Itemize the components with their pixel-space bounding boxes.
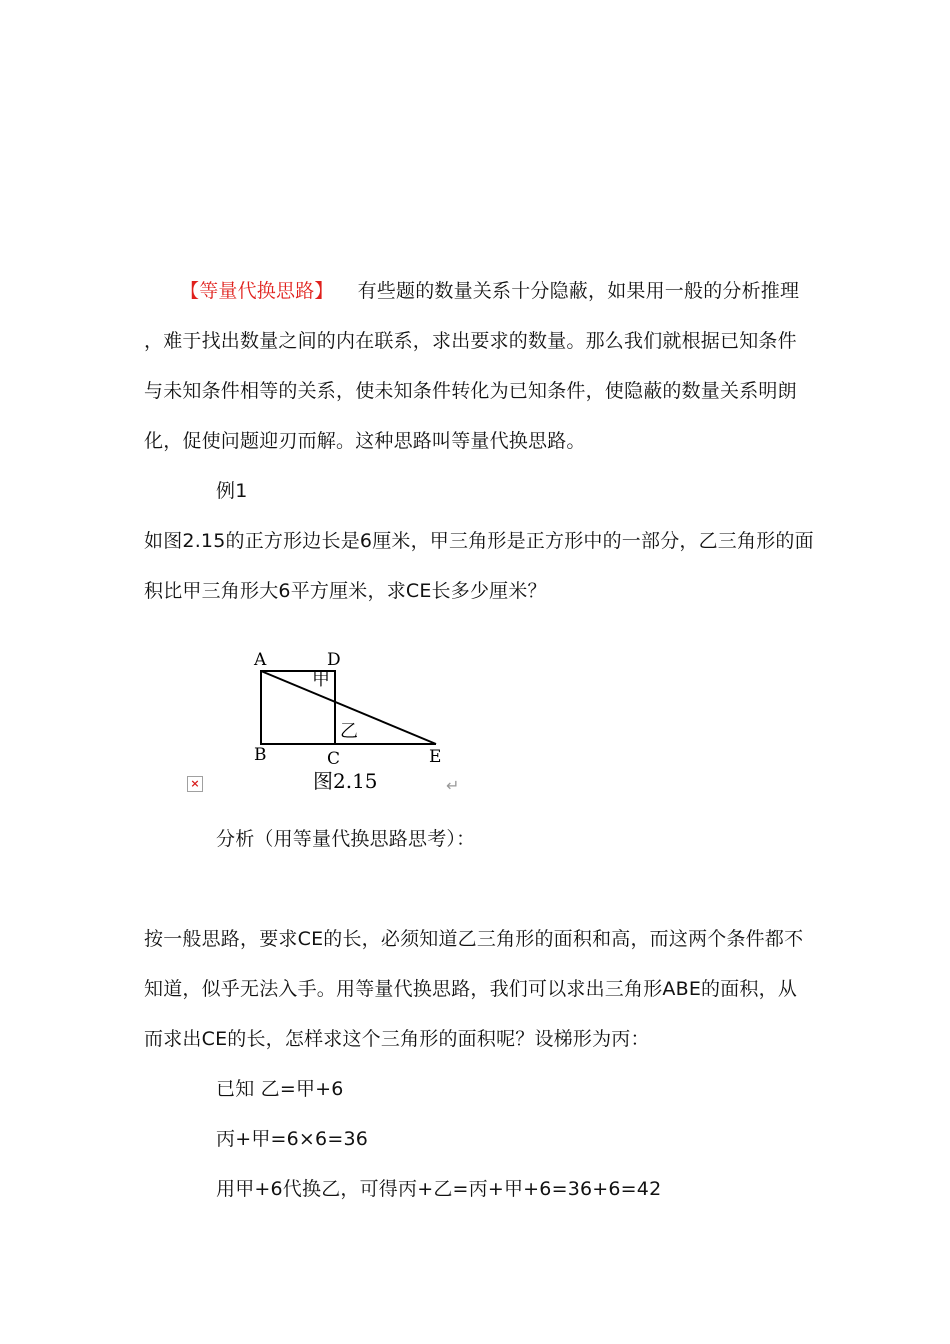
intro-text: 有些题的数量关系十分隐蔽，如果用一般的分析推理	[357, 280, 800, 302]
point-label-c: C	[327, 749, 341, 769]
equation-3: 用甲+6代换乙，可得丙+乙=丙+甲+6=36+6=42	[216, 1178, 662, 1200]
analysis-title: 分析（用等量代换思路思考）：	[216, 828, 476, 850]
example-label: 例1	[216, 480, 248, 502]
broken-image-icon: ×	[187, 776, 203, 792]
analysis-line-1: 按一般思路，要求CE的长，必须知道乙三角形的面积和高，而这两个条件都不	[144, 928, 804, 950]
intro-line-3: 与未知条件相等的关系，使未知条件转化为已知条件，使隐蔽的数量关系明朗	[144, 380, 797, 402]
point-label-b: B	[254, 745, 267, 765]
intro-line-2: ，难于找出数量之间的内在联系，求出要求的数量。那么我们就根据已知条件	[144, 330, 797, 352]
equation-1: 已知 乙=甲+6	[216, 1078, 344, 1100]
geometry-figure	[240, 640, 480, 800]
region-label-jia: 甲	[312, 669, 330, 690]
intro-line-4: 化，促使问题迎刃而解。这种思路叫等量代换思路。	[144, 430, 586, 452]
analysis-line-3: 而求出CE的长，怎样求这个三角形的面积呢？设梯形为丙：	[144, 1028, 650, 1050]
paragraph-mark-icon: ↵	[446, 776, 460, 795]
point-label-e: E	[429, 747, 442, 767]
intro-line-1	[144, 278, 799, 304]
section-heading: 【等量代换思路】	[180, 280, 334, 302]
point-label-d: D	[327, 650, 341, 670]
problem-line-2: 积比甲三角形大6平方厘米，求CE长多少厘米？	[144, 580, 547, 602]
point-label-a: A	[254, 650, 267, 670]
analysis-line-2: 知道，似乎无法入手。用等量代换思路，我们可以求出三角形ABE的面积，从	[144, 978, 798, 1000]
figure-caption: 图2.15	[313, 769, 378, 793]
region-label-yi: 乙	[340, 721, 358, 742]
equation-2: 丙+甲=6×6=36	[216, 1128, 369, 1150]
problem-line-1: 如图2.15的正方形边长是6厘米，甲三角形是正方形中的一部分，乙三角形的面	[144, 530, 814, 552]
